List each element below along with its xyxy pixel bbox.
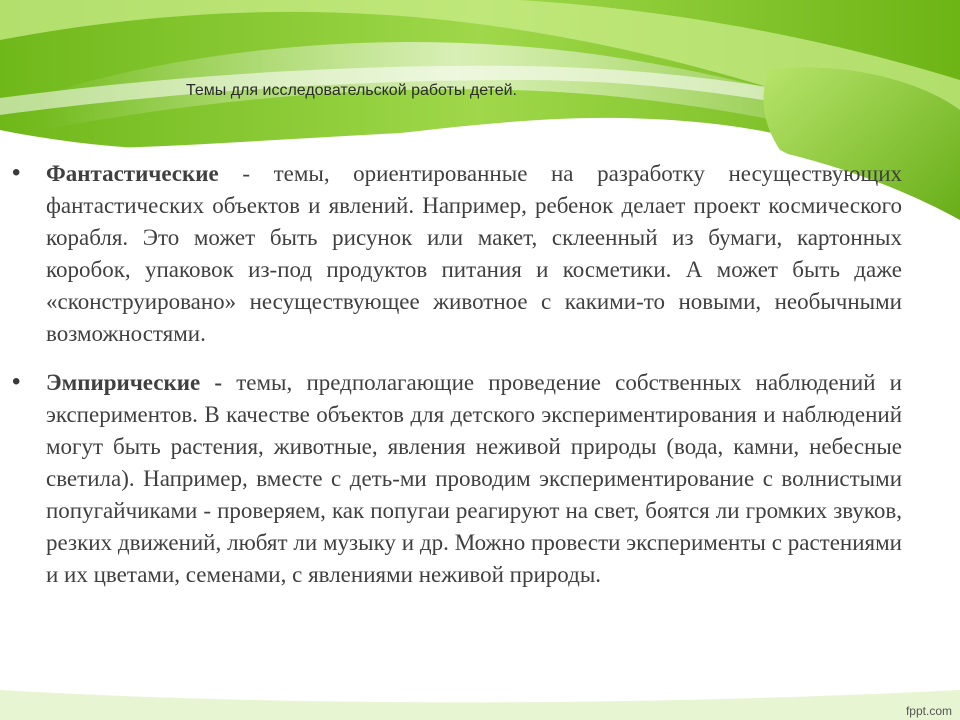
bullet-term: Фантастические (46, 161, 219, 186)
bullet-icon: • (12, 368, 21, 395)
bullet-icon: • (12, 159, 21, 186)
bullet-term: Эмпирические - (46, 370, 223, 395)
bullet-list (12, 158, 902, 591)
bullet-text: темы, предполагающие проведение собственных наблюдений и экспериментов. В качестве объектов для детского экспериментирования и наблюдений могут быть растения, животные, явления неживой природы (вода, камни, небесные светила). Например, вместе с деть-ми проводим экспериментирование с волнистыми попугайчиками - проверяем, как попугаи реагируют на свет, боятся ли громких звуков, резких движений, любят ли музыку и др. Можно провести эксперименты с растениями и их цветами, семенами, с явлениями неживой природы. (46, 370, 902, 587)
bullet-paragraph (46, 158, 902, 350)
bullet-text: - темы, ориентированные на разработку несуществующих фантастических объектов и явлений. Например, ребенок делает проект космического корабля. Это может быть рисунок или макет, склеенный из бумаги, картонных коробок, упаковок из-под продуктов питания и косметики. А может быть даже «сконструировано» несуществующее животное с какими-то новыми, необычными возможностями. (46, 161, 902, 346)
bullet-item-fantastic (12, 158, 902, 350)
slide-title: Темы для исследовательской работы детей. (186, 82, 517, 99)
bullet-item-empirical (12, 367, 902, 591)
watermark: fppt.com (905, 704, 952, 718)
bullet-paragraph (46, 367, 902, 591)
